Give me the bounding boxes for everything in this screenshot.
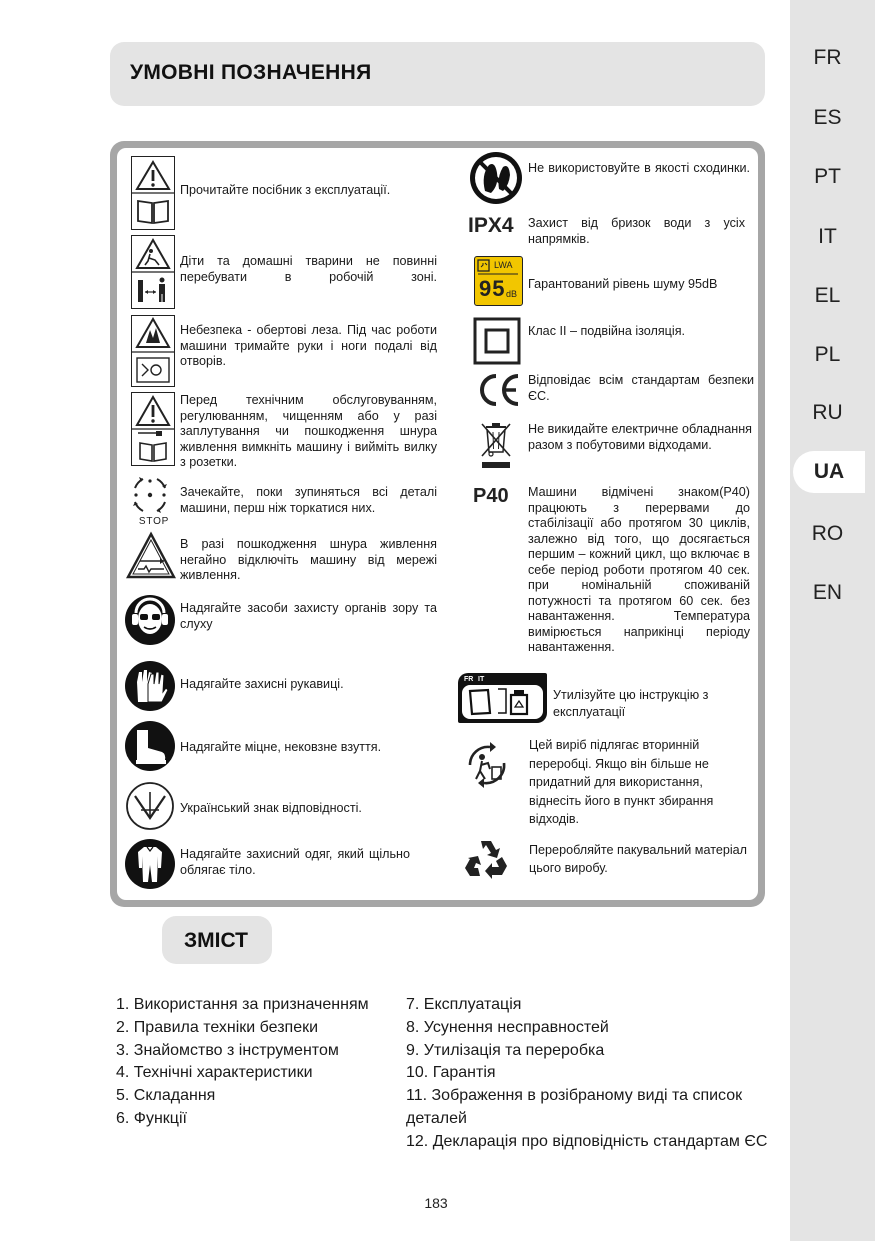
lang-ru[interactable]: RU bbox=[812, 401, 843, 424]
page-title: УМОВНІ ПОЗНАЧЕННЯ bbox=[130, 61, 372, 84]
lang-ro[interactable]: RO bbox=[811, 522, 844, 545]
boots-icon bbox=[124, 720, 176, 772]
rotating-blades-text: Небезпека - обертові леза. Під час роботи машини тримайте руки і ноги подалі від отворів. bbox=[180, 323, 437, 368]
ua-conformity-mark-icon bbox=[124, 780, 176, 832]
lang-ua-active[interactable]: UA bbox=[793, 451, 865, 493]
toc-item[interactable]: 8. Усунення несправностей bbox=[406, 1018, 609, 1036]
toc-item[interactable]: 4. Технічні характеристики bbox=[116, 1064, 313, 1082]
toc-item[interactable]: 1. Використання за призначенням bbox=[116, 996, 369, 1013]
product-recycling-icon bbox=[460, 739, 514, 791]
toc-item[interactable]: 10. Гарантія bbox=[406, 1064, 496, 1082]
protective-clothing-icon bbox=[124, 838, 176, 890]
section-title-bar bbox=[110, 42, 765, 106]
do-not-step-text: Не використовуйте в якості сходинки. bbox=[528, 161, 750, 175]
weee-bin-icon bbox=[476, 418, 516, 472]
noise-lwa-label: LWA bbox=[494, 260, 513, 270]
toc-item[interactable]: 9. Утилізація та переробка bbox=[406, 1041, 605, 1059]
contents-title: ЗМІСТ bbox=[184, 929, 248, 952]
triman-it-label: IT bbox=[478, 676, 485, 683]
stop-label: STOP bbox=[138, 516, 170, 527]
noise-level-badge bbox=[474, 256, 523, 306]
ipx4-label: IPX4 bbox=[468, 214, 514, 237]
toc-item[interactable]: 6. Функції bbox=[116, 1109, 187, 1127]
lang-pl[interactable]: PL bbox=[814, 343, 841, 366]
lang-pt[interactable]: PT bbox=[814, 165, 841, 188]
damaged-cord-warning-text: В разі пошкодження шнура живлення негайно відключіть машину від мережі живлення. bbox=[180, 537, 437, 582]
ce-mark-icon bbox=[474, 370, 522, 410]
p40-text: Машини відмічені знаком(P40) працюють з перервами до стабілізації або протягом 30 циклів, залежно від того, що досягається першим – кожний цикл, що включає в себе період роботи протягом 40 сек. при номінальній споживаній потужності та протягом 60 сек. без навантаження. Температура вимірюється наприкінці періоду навантаження. bbox=[528, 485, 750, 654]
packaging-recycling-text: Переробляйте пакувальний матеріал цього виробу. bbox=[529, 843, 747, 875]
toc-item[interactable]: 11. Зображення в розібраному виді та список bbox=[406, 1087, 743, 1105]
lang-el[interactable]: EL bbox=[814, 284, 841, 307]
lang-es[interactable]: ES bbox=[813, 106, 842, 129]
ipx4-text: Захист від бризок води з усіх напрямків. bbox=[528, 216, 745, 246]
p40-label: P40 bbox=[473, 485, 509, 507]
do-not-step-icon bbox=[469, 151, 523, 205]
eye-ear-protection-text: Надягайте засоби захисту органів зору та слуху bbox=[180, 601, 437, 631]
gloves-icon bbox=[124, 660, 176, 712]
lang-en[interactable]: EN bbox=[812, 581, 843, 604]
boots-text: Надягайте міцне, нековзне взуття. bbox=[180, 740, 382, 754]
protective-clothing-text: Надягайте захисний одяг, який щільно облягає тіло. bbox=[180, 847, 410, 877]
toc-item[interactable]: 7. Експлуатація bbox=[406, 996, 522, 1013]
unplug-before-service-icon bbox=[131, 392, 175, 466]
noise-value: 95 bbox=[479, 276, 506, 301]
damaged-cord-warning-icon bbox=[126, 531, 176, 581]
lang-fr[interactable]: FR bbox=[813, 46, 842, 69]
triman-text: Утилізуйте цю інструкцію з експлуатації bbox=[553, 688, 709, 719]
rotating-blades-icon bbox=[131, 315, 175, 387]
contents-list-col1 bbox=[116, 994, 396, 1131]
gloves-text: Надягайте захисні рукавиці. bbox=[180, 677, 344, 691]
class-ii-insulation-text: Клас II – подвійна ізоляція. bbox=[528, 324, 686, 338]
language-sidebar bbox=[790, 0, 875, 1241]
triman-recycling-icon bbox=[458, 673, 547, 723]
read-manual-text: Прочитайте посібник з експлуатації. bbox=[180, 183, 391, 197]
keep-away-bystanders-icon bbox=[131, 235, 175, 309]
noise-unit: dB bbox=[506, 289, 518, 299]
page-number: 183 bbox=[424, 1195, 448, 1211]
toc-item[interactable]: 3. Знайомство з інструментом bbox=[116, 1041, 339, 1059]
noise-level-text: Гарантований рівень шуму 95dB bbox=[528, 277, 718, 291]
toc-item[interactable]: 12. Декларація про відповідність стандартам ЄС bbox=[406, 1132, 768, 1150]
triman-fr-label: FR bbox=[464, 676, 474, 683]
keep-away-bystanders-text: Діти та домашні тварини не повинні перебувати в робочій зоні. bbox=[180, 254, 437, 284]
ua-conformity-mark-text: Український знак відповідності. bbox=[180, 801, 362, 815]
product-recycling-text: Цей виріб підлягає вторинній переробці. Якщо він більше не придатний для використання, віднесіть його в пункт збирання відходів. bbox=[529, 738, 714, 826]
packaging-recycling-icon bbox=[462, 835, 512, 885]
class-ii-insulation-icon bbox=[473, 317, 521, 365]
contents-heading-box bbox=[162, 916, 272, 964]
wait-until-stop-text: Зачекайте, поки зупиняться всі деталі машини, перш ніж торкатися них. bbox=[180, 485, 437, 515]
contents-list-col2 bbox=[406, 994, 786, 1154]
eye-ear-protection-icon bbox=[124, 594, 176, 646]
ce-mark-text: Відповідає всім стандартам безпеки ЄС. bbox=[528, 373, 754, 403]
toc-item[interactable]: 5. Складання bbox=[116, 1087, 216, 1105]
unplug-before-service-text: Перед технічним обслуговуванням, регулюванням, чищенням або у разі заплутування чи пошкодження шнура живлення вимкніть машину і вийміть вилку з розетки. bbox=[180, 393, 437, 469]
toc-item[interactable]: 2. Правила техніки безпеки bbox=[116, 1018, 319, 1036]
read-manual-icon bbox=[131, 156, 175, 230]
toc-item[interactable]: деталей bbox=[406, 1109, 467, 1127]
weee-text: Не викидайте електричне обладнання разом з побутовими відходами. bbox=[528, 422, 752, 452]
lang-it[interactable]: IT bbox=[818, 225, 837, 248]
